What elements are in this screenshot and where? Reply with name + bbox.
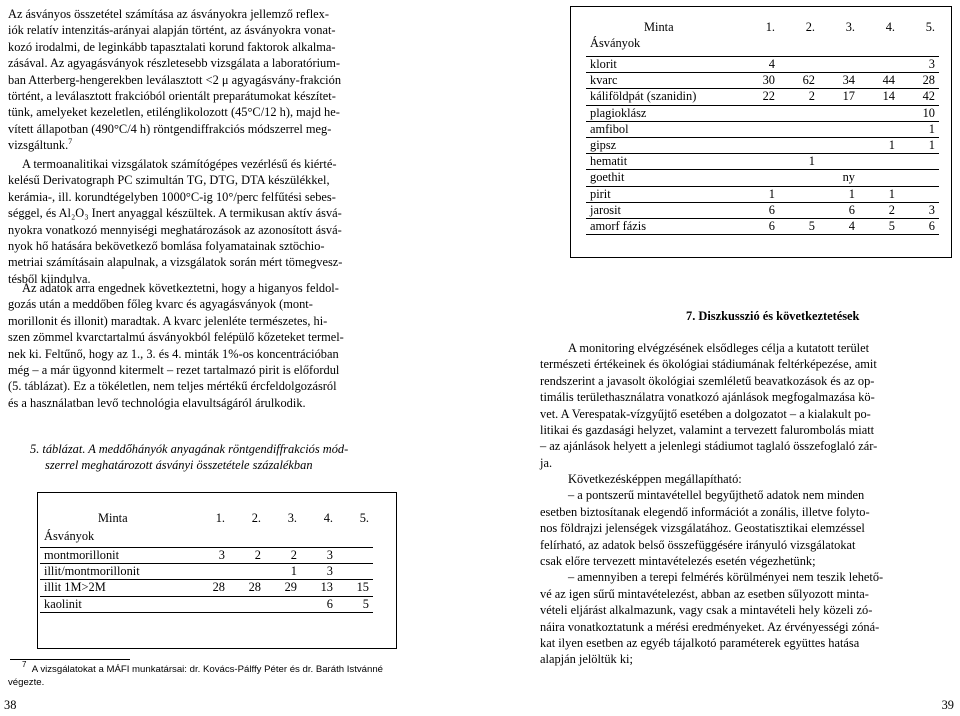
- value-cell: 5: [859, 218, 899, 234]
- value-cell: [779, 121, 819, 137]
- value-cell: 30: [739, 73, 779, 89]
- footnote-text: A vizsgálatokat a MÁFI munkatársai: dr. Kovács-Pálffy Péter és dr. Baráth Istvánné: [31, 664, 384, 675]
- text-line: természeti értékeinek és ökológiai stádiumának feltérképezése, amit: [540, 357, 877, 372]
- footnote-divider: [10, 659, 130, 660]
- text-line: morillonit és illonit) maradtak. A kvarc jelenléte természetes, hi-: [8, 313, 328, 328]
- table-row: [586, 57, 939, 73]
- table-5: [40, 511, 373, 613]
- mineral-name: kaolinit: [40, 596, 193, 612]
- value-cell: [859, 170, 899, 186]
- mineral-name: illit/montmorillonit: [40, 564, 193, 580]
- value-cell: [739, 170, 779, 186]
- table-row: [586, 121, 939, 137]
- value-cell: [739, 137, 779, 153]
- column-header: 4.: [859, 20, 899, 57]
- value-cell: [779, 57, 819, 73]
- text-line: timális területhasználatra vonatkozó ajánlások megfogalmazása kö-: [540, 390, 875, 405]
- value-cell: 2: [265, 548, 301, 564]
- mineral-name: plagioklász: [586, 105, 739, 121]
- text-line: felírható, az adatok belső összefüggésére irányuló vizsgálatokat: [540, 537, 856, 552]
- table-row: [586, 105, 939, 121]
- value-cell: 6: [819, 202, 859, 218]
- text-line: – az ajánlások helyett a jelenlegi stádiumot taglaló összefoglaló zár-: [540, 439, 878, 454]
- value-cell: 4: [819, 218, 859, 234]
- mineral-name: gipsz: [586, 137, 739, 153]
- text-line: történt, a leválasztott frakcióból orientált preparátumokat készítet-: [8, 89, 336, 104]
- right-paragraph-2: [540, 471, 953, 668]
- text-line: esetben biztosítanak elegendő információt a zonális, illetve folyto-: [540, 504, 870, 519]
- table-row: [586, 137, 939, 153]
- value-cell: 3: [193, 548, 229, 564]
- value-cell: [859, 57, 899, 73]
- text-line: kelésű Derivatograph PC szimultán TG, DTG, DTA készülékkel,: [8, 173, 330, 188]
- text-line: kozó irodalmi, de leginkább tapasztalati korund faktorok alkalma-: [8, 39, 336, 54]
- value-cell: 2: [779, 89, 819, 105]
- text-line: ja.: [540, 455, 553, 470]
- value-cell: 6: [301, 596, 337, 612]
- value-cell: 17: [819, 89, 859, 105]
- page-number-right: 39: [941, 698, 954, 712]
- text-line: nos földrajzi jelenségek vizsgálatához. Geostatisztikai elemzéssel: [540, 521, 865, 536]
- value-cell: [819, 154, 859, 170]
- text-line: vé az igen sűrű mintavételezést, abban az esetben sűlyozott minta-: [540, 586, 869, 601]
- text-line: vet. A Verespatak-vízgyűjtő esetében a dolgozatot – a kialakult po-: [540, 406, 871, 421]
- mineral-table: [586, 20, 939, 235]
- table-row: [586, 154, 939, 170]
- value-cell: 13: [301, 580, 337, 596]
- footnote-reference[interactable]: 7: [68, 137, 73, 147]
- mineral-name: klorit: [586, 57, 739, 73]
- mineral-name: montmorillonit: [40, 548, 193, 564]
- text-line: Az ásványos összetétel számítása az ásványokra jellemző reflex-: [8, 7, 329, 21]
- table-row: [586, 202, 939, 218]
- text-line: litikai és gazdasági helyzet, valamint a tervezett falurombolás miatt: [540, 423, 875, 438]
- column-header: 4.: [301, 511, 337, 548]
- footnote: [8, 660, 448, 689]
- value-cell: 1: [859, 137, 899, 153]
- text-line: – a pontszerű mintavétellel begyűjthető adatok nem minden: [568, 488, 865, 503]
- value-cell: 4: [739, 57, 779, 73]
- value-cell: ny: [819, 170, 859, 186]
- value-cell: [779, 137, 819, 153]
- value-cell: 3: [301, 564, 337, 580]
- column-header: 1.: [739, 20, 779, 57]
- value-cell: 10: [899, 105, 939, 121]
- value-cell: [739, 154, 779, 170]
- value-cell: [229, 564, 265, 580]
- value-cell: 3: [301, 548, 337, 564]
- header-minta-label: Minta: [98, 511, 128, 525]
- header-asvanyok-label: Ásványok: [44, 529, 95, 543]
- value-cell: [337, 564, 373, 580]
- text-line: kat ilyen esetben az egyéb tájalkotó paraméterek együttes hatása: [540, 636, 860, 651]
- mineral-name: illit 1M>2M: [40, 580, 193, 596]
- table-row: [586, 186, 939, 202]
- caption-line: szerrel meghatározott ásványi összetétele százalékban: [45, 458, 313, 473]
- value-cell: [859, 154, 899, 170]
- table-row: [586, 89, 939, 105]
- value-cell: 2: [229, 548, 265, 564]
- table-row: [40, 564, 373, 580]
- value-cell: [739, 105, 779, 121]
- value-cell: [779, 186, 819, 202]
- column-header: 1.: [193, 511, 229, 548]
- value-cell: 14: [859, 89, 899, 105]
- value-cell: 1: [739, 186, 779, 202]
- value-cell: [337, 548, 373, 564]
- text-line: kerámia-, ill. korundtégelyben 1000°C-ig 10°/perc felfűtési sebes-: [8, 189, 336, 204]
- mineral-name: amorf fázis: [586, 218, 739, 234]
- value-cell: [739, 121, 779, 137]
- value-cell: 6: [899, 218, 939, 234]
- value-cell: 2: [859, 202, 899, 218]
- value-cell: 1: [859, 186, 899, 202]
- text-line: és a használatban levő technológia elavultságáról árulkodik.: [8, 395, 306, 410]
- text-line: rendszerint a javasolt ökológiai szemléletű beavatkozások és az op-: [540, 373, 875, 388]
- text-line: iók relatív intenzitás-arányai alapján történt, az ásványokra vonat-: [8, 23, 336, 38]
- value-cell: 22: [739, 89, 779, 105]
- header-asvanyok-label: Ásványok: [590, 36, 641, 50]
- value-cell: 1: [265, 564, 301, 580]
- left-paragraph-2: [8, 156, 471, 287]
- text-line: [8, 137, 471, 153]
- text-line: A termoanalitikai vizsgálatok számítógépes vezérlésű és kiérté-: [22, 157, 337, 171]
- value-cell: [819, 137, 859, 153]
- text-line: metriai számításain alapulnak, a vizsgálatok során mért tömegvesz-: [8, 255, 343, 270]
- section-heading: 7. Diszkusszió és következtetések: [686, 309, 860, 323]
- value-cell: 29: [265, 580, 301, 596]
- column-header: 5.: [337, 511, 373, 548]
- text-line: tésből kiindulva.: [8, 271, 91, 286]
- value-cell: [779, 170, 819, 186]
- table-header-row: [586, 20, 939, 57]
- value-cell: 15: [337, 580, 373, 596]
- table-row: [586, 218, 939, 234]
- value-cell: 34: [819, 73, 859, 89]
- text-line: (5. táblázat). Ez a tökéletlen, nem teljes mértékű ércfeldolgozásról: [8, 379, 337, 394]
- value-cell: 28: [229, 580, 265, 596]
- text-line: vített állapotban (490°C/4 h) röntgendiffrakciós módszerrel meg-: [8, 121, 332, 136]
- mineral-name: kvarc: [586, 73, 739, 89]
- value-cell: 1: [819, 186, 859, 202]
- table-row: [40, 596, 373, 612]
- caption-line: 5. táblázat. A meddőhányók anyagának röntgendiffrakciós mód-: [30, 442, 349, 456]
- value-cell: 5: [779, 218, 819, 234]
- text-line: még – a már ügyonnd kitermelt – rezet tartalmazó pirit is előfordul: [8, 363, 340, 378]
- text-line: gozás után a meddőben főleg kvarc és agyagásványok (mont-: [8, 297, 313, 312]
- value-cell: [819, 121, 859, 137]
- value-cell: 62: [779, 73, 819, 89]
- text-line: zásával. Az agyagásványok részletesebb vizsgálata a laboratórium-: [8, 56, 340, 71]
- text-line: séggel, és Al₂O₃ Inert anyaggal készültek. A termikusan aktív ásvá-: [8, 206, 342, 221]
- value-cell: 1: [899, 137, 939, 153]
- header-corner-cell: [586, 20, 739, 57]
- text-fragment: vizsgáltunk.: [8, 138, 69, 153]
- value-cell: 42: [899, 89, 939, 105]
- column-header: 3.: [265, 511, 301, 548]
- text-line: nek ki. Feltűnő, hogy az 1., 3. és 4. minták 1%-os koncentrációban: [8, 346, 339, 361]
- value-cell: [229, 596, 265, 612]
- mineral-name: hematit: [586, 154, 739, 170]
- header-corner-cell: [40, 511, 193, 548]
- text-line: – amennyiben a terepi felmérés körülményei nem teszik lehető-: [568, 570, 884, 585]
- value-cell: [899, 170, 939, 186]
- table-row: [40, 548, 373, 564]
- value-cell: [193, 596, 229, 612]
- value-cell: 6: [739, 202, 779, 218]
- text-line: tünk, amelyeket kezeletlen, etilénglikolozott (45°C/12 h), majd he-: [8, 105, 340, 120]
- mineral-name: amfibol: [586, 121, 739, 137]
- value-cell: [779, 202, 819, 218]
- table-header-row: [40, 511, 373, 548]
- text-line: nyok hő hatására bekövetkező bomlása folyamatainak sztöchio-: [8, 239, 325, 254]
- text-line: Az adatok arra engednek következtetni, hogy a higanyos feldol-: [22, 281, 339, 295]
- mineral-name: káliföldpát (szanidin): [586, 89, 739, 105]
- value-cell: [859, 121, 899, 137]
- left-paragraph-3: [8, 280, 471, 411]
- text-line: szen zömmel kvarctartalmú ásványokból felépülő kőzeteket termel-: [8, 330, 344, 345]
- value-cell: 1: [779, 154, 819, 170]
- page-number-left: 38: [4, 698, 17, 712]
- table-row: [586, 73, 939, 89]
- table-row: [586, 170, 939, 186]
- table-row: [40, 580, 373, 596]
- text-line: Következésképpen megállapítható:: [568, 472, 742, 486]
- value-cell: 3: [899, 202, 939, 218]
- value-cell: [899, 186, 939, 202]
- column-header: 5.: [899, 20, 939, 57]
- column-header: 2.: [779, 20, 819, 57]
- header-minta-label: Minta: [644, 20, 674, 34]
- column-header: 3.: [819, 20, 859, 57]
- value-cell: 44: [859, 73, 899, 89]
- text-line: A monitoring elvégzésének elsődleges célja a kutatott terület: [568, 341, 870, 355]
- mineral-name: jarosit: [586, 202, 739, 218]
- footnote-line: [8, 660, 448, 677]
- value-cell: 5: [337, 596, 373, 612]
- value-cell: [899, 154, 939, 170]
- value-cell: 6: [739, 218, 779, 234]
- text-line: ban Atterberg-hengerekben leválasztott <2 μ agyagásvány-frakción: [8, 72, 342, 87]
- value-cell: [265, 596, 301, 612]
- text-line: alapján jelöltük ki;: [540, 652, 633, 667]
- value-cell: 1: [899, 121, 939, 137]
- mineral-name: goethit: [586, 170, 739, 186]
- text-line: náira vonatkoztatunk a mérési eredményeket. Az érvényességi zóná-: [540, 619, 880, 634]
- value-cell: [193, 564, 229, 580]
- footnote-line: végezte.: [8, 676, 45, 688]
- value-cell: 28: [899, 73, 939, 89]
- text-line: nyokra vonatkozó mennyiségi meghatározások az azonosított ásvá-: [8, 222, 342, 237]
- value-cell: 28: [193, 580, 229, 596]
- table-5-caption: [30, 441, 348, 474]
- mineral-name: pirit: [586, 186, 739, 202]
- column-header: 2.: [229, 511, 265, 548]
- value-cell: [779, 105, 819, 121]
- right-paragraph-1: [540, 340, 953, 471]
- text-line: csak előre tervezett mintavételezés esetén végezhetünk;: [540, 554, 816, 569]
- value-cell: 3: [899, 57, 939, 73]
- footnote-mark: 7: [22, 660, 27, 669]
- value-cell: [859, 105, 899, 121]
- left-paragraph-1: [8, 6, 471, 154]
- text-line: vételi eljárást alkalmazunk, vagy csak a mintavételi hely közeli zó-: [540, 603, 873, 618]
- value-cell: [819, 57, 859, 73]
- value-cell: [819, 105, 859, 121]
